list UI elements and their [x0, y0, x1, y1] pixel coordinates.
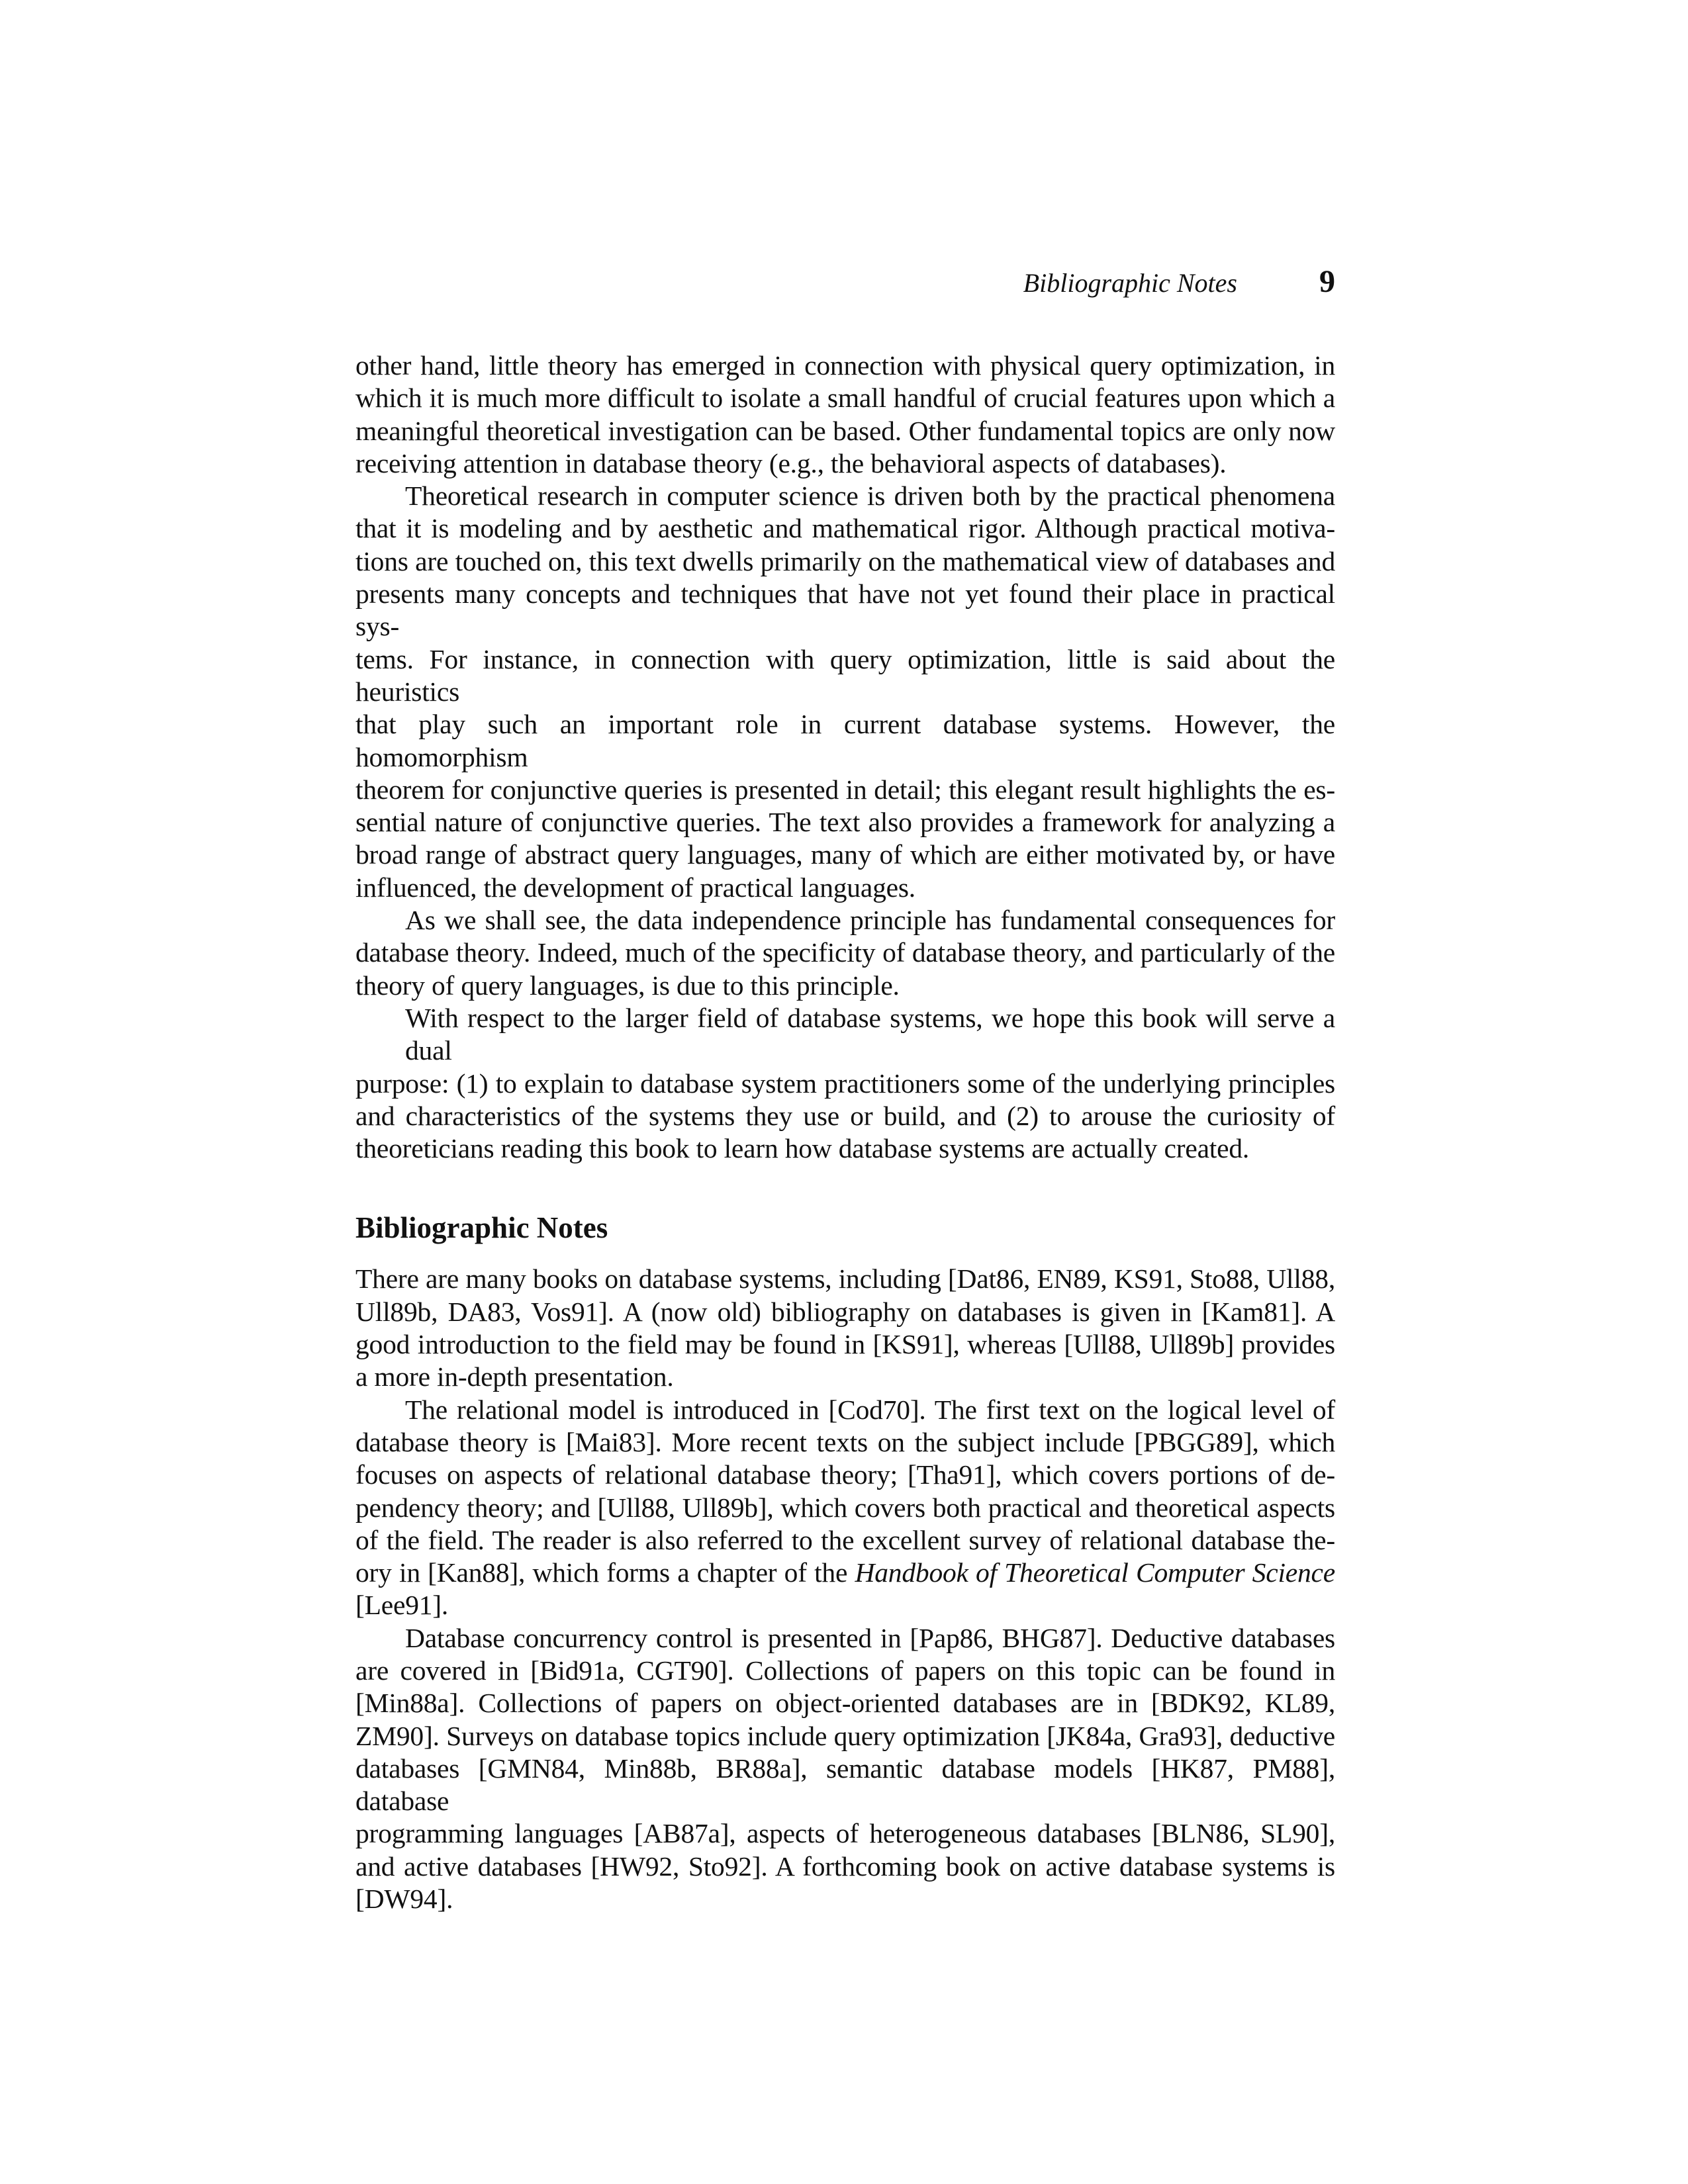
running-head — [355, 265, 1335, 304]
page-number: 9 — [1319, 264, 1335, 299]
text-line: that it is modeling and by aesthetic and mathematical rigor. Although practical motiva- — [355, 513, 1335, 544]
paragraph — [355, 1622, 1335, 1916]
text-line: [Min88a]. Collections of papers on object-oriented databases are in [BDK92, KL89, — [355, 1688, 1335, 1719]
text-line: databases [GMN84, Min88b, BR88a], semantic database models [HK87, PM88], database — [355, 1752, 1335, 1817]
text-line: a more in-depth presentation. — [355, 1361, 674, 1392]
text-line: database theory is [Mai83]. More recent texts on the subject include [PBGG89], which — [355, 1426, 1335, 1457]
text-line: There are many books on database systems, including [Dat86, EN89, KS91, Sto88, Ull88, — [355, 1263, 1335, 1295]
text-line: The relational model is introduced in [Cod70]. The first text on the logical level of — [405, 1394, 1335, 1425]
text-line: which it is much more difficult to isolate a small handful of crucial features upon which a — [355, 383, 1335, 414]
text-line: Theoretical research in computer science is driven both by the practical phenomena — [405, 480, 1335, 512]
text-line: [DW94]. — [355, 1884, 453, 1915]
text-line: database theory. Indeed, much of the specificity of database theory, and particularly of the — [355, 937, 1335, 968]
text-line: [Lee91]. — [355, 1590, 449, 1621]
text-line: Database concurrency control is presented in [Pap86, BHG87]. Deductive databases — [405, 1622, 1335, 1653]
text-line: other hand, little theory has emerged in connection with physical query optimization, in — [355, 350, 1335, 381]
text-line: theory of query languages, is due to this principle. — [355, 970, 900, 1001]
book-title: Handbook of Theoretical Computer Science — [855, 1557, 1335, 1588]
text-line: presents many concepts and techniques that have not yet found their place in practical sys- — [355, 578, 1335, 642]
text-line: meaningful theoretical investigation can be based. Other fundamental topics are only now — [355, 415, 1335, 446]
paragraph — [355, 349, 1335, 480]
text-line: Ull89b, DA83, Vos91]. A (now old) bibliography on databases is given in [Kam81]. A — [355, 1296, 1335, 1327]
body-text — [355, 349, 1335, 1165]
text-line: broad range of abstract query languages, many of which are either motivated by, or have — [355, 839, 1335, 870]
text-line: are covered in [Bid91a, CGT90]. Collections of papers on this topic can be found in — [355, 1655, 1335, 1686]
text-line: As we shall see, the data independence principle has fundamental consequences for — [405, 905, 1335, 936]
text-line-content: ory in [Kan88], which forms a chapter of the — [355, 1557, 855, 1588]
text-line: focuses on aspects of relational database theory; [Tha91], which covers portions of de- — [355, 1459, 1335, 1490]
text-line: influenced, the development of practical languages. — [355, 872, 915, 903]
text-line: theorem for conjunctive queries is presented in detail; this elegant result highlights the es- — [355, 774, 1335, 805]
paragraph — [355, 1002, 1335, 1165]
text-line — [355, 1557, 1335, 1589]
text-line: tions are touched on, this text dwells primarily on the mathematical view of databases and — [355, 545, 1335, 576]
text-line: sential nature of conjunctive queries. The text also provides a framework for analyzing a — [355, 807, 1335, 838]
text-line: of the field. The reader is also referred to the excellent survey of relational database the- — [355, 1524, 1335, 1555]
text-line: With respect to the larger field of database systems, we hope this book will serve a dual — [405, 1002, 1335, 1066]
text-line: receiving attention in database theory (e.g., the behavioral aspects of databases). — [355, 447, 1227, 478]
paragraph — [355, 904, 1335, 1002]
text-line: theoreticians reading this book to learn how database systems are actually created. — [355, 1133, 1250, 1164]
text-line: that play such an important role in current database systems. However, the homomorphism — [355, 709, 1335, 772]
paragraph — [355, 1394, 1335, 1622]
text-line: tems. For instance, in connection with query optimization, little is said about the heuristics — [355, 643, 1335, 707]
text-line: good introduction to the field may be found in [KS91], whereas [Ull88, Ull89b] provides — [355, 1329, 1335, 1360]
text-line: and characteristics of the systems they use or build, and (2) to arouse the curiosity of — [355, 1100, 1335, 1131]
text-line: programming languages [AB87a], aspects of heterogeneous databases [BLN86, SL90], — [355, 1818, 1335, 1849]
running-head-title: Bibliographic Notes — [1023, 268, 1237, 298]
bibliographic-notes-text — [355, 1263, 1335, 1915]
text-line: purpose: (1) to explain to database system practitioners some of the underlying principles — [355, 1068, 1335, 1099]
page-content — [355, 349, 1335, 1915]
text-line: ZM90]. Surveys on database topics include query optimization [JK84a, Gra93], deductive — [355, 1720, 1335, 1751]
paragraph — [355, 480, 1335, 904]
text-line: pendency theory; and [Ull88, Ull89b], which covers both practical and theoretical aspects — [355, 1492, 1335, 1523]
section-heading: Bibliographic Notes — [355, 1211, 608, 1245]
paragraph — [355, 1263, 1335, 1393]
text-line: and active databases [HW92, Sto92]. A forthcoming book on active database systems is — [355, 1850, 1335, 1882]
